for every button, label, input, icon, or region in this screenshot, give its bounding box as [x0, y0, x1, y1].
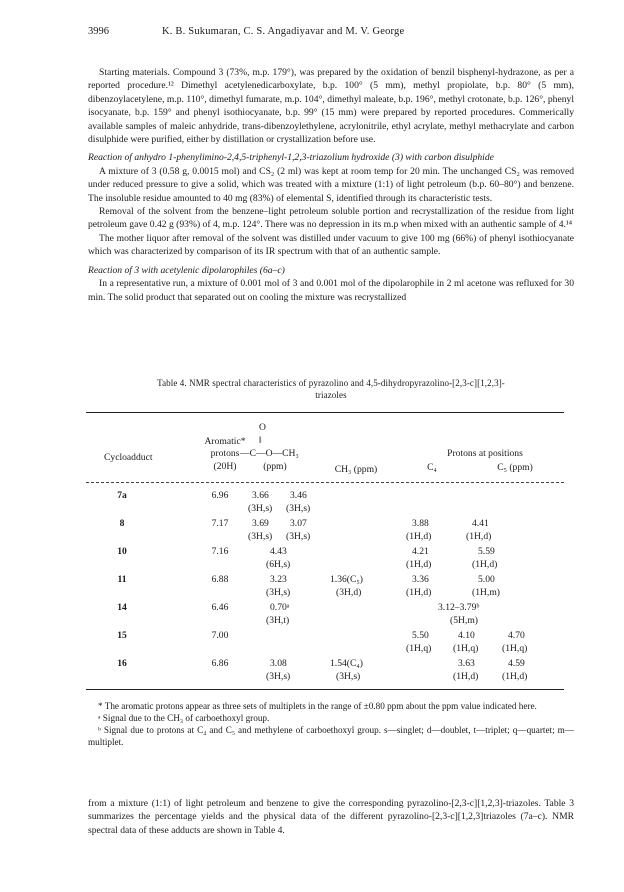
footnote-a: ᵃ Signal due to the CH₃ of carboethoxyl group.: [98, 713, 270, 723]
closing-text: [88, 797, 574, 837]
cell-c4-mult: (1H,d): [406, 559, 432, 570]
paragraph-representative-run: In a representative run, a mixture of 0.001 mol of 3 and 0.001 mol of the dipolarophile in 2 ml acetone was refluxed for 30 min. The solid product that separated out on cooling the mixture was recrystallized: [88, 278, 574, 303]
cell-c4: 4.21: [412, 546, 429, 557]
cell-ester-1: 4.43: [270, 546, 287, 557]
cell-ester-1: 3.66: [252, 490, 269, 501]
header-c5: C₅ (ppm): [497, 462, 533, 473]
cell-c4-mult: (1H,d): [406, 587, 432, 598]
cell-aromatic: 7.16: [211, 546, 229, 557]
cell-c5: 4.70: [508, 630, 525, 641]
header-ester-unit: (ppm): [263, 461, 287, 472]
cell-c4-mult: (1H,d): [406, 531, 432, 542]
header-c4: C₄: [427, 462, 437, 473]
paragraph-closing: from a mixture (1:1) of light petroleum and benzene to give the corresponding pyrazolino-[2,3-c][1,2,3]-triazoles. Table 3 summarizes the percentage yields and the physical data of the different pyrazolino-[2,3-c][1,2,3]triazoles (7a–c). NMR spectral data of these adducts are shown in Table 4.: [88, 798, 574, 836]
section-heading-acetylenic: Reaction of 3 with acetylenic dipolarophiles (6a–c): [88, 264, 285, 276]
table-bottom-rule: [86, 689, 564, 690]
cell-ch3-mult: (3H,s): [336, 671, 361, 682]
table-caption-line1: Table 4. NMR spectral characteristics of pyrazolino and 4,5-dihydropyrazolino-[2,3-c][1,2,3]-: [157, 378, 505, 388]
cell-aromatic: 6.86: [211, 658, 229, 669]
table-top-rule: [86, 412, 564, 413]
header-ester-formula: —C—O—CH₃: [240, 448, 299, 459]
cell-id: 14: [117, 602, 127, 613]
cell-ester-2-mult: (3H,s): [286, 531, 311, 542]
cell-aromatic: 6.88: [211, 574, 229, 585]
header-ester-bar: ‖: [259, 435, 262, 446]
footnote-aromatic: * The aromatic protons appear as three sets of multiplets in the range of ±0.80 ppm about the ppm value indicated here.: [98, 701, 537, 711]
cell-c4: 3.36: [412, 574, 429, 585]
cell-id: 16: [117, 658, 127, 669]
cell-c5-mult: (1H,d): [472, 559, 498, 570]
cell-ester-1-mult: (6H,s): [266, 559, 291, 570]
cell-c5: 4.59: [508, 658, 525, 669]
cell-c5-mult: (1H,m): [472, 587, 500, 598]
header-aromatic-1: Aromatic*: [204, 436, 246, 447]
cell-ch3: 1.54(C₄): [330, 658, 363, 669]
cell-c4-mult: (5H,m): [450, 615, 478, 626]
cell-c4b-mult: (1H,q): [453, 643, 479, 654]
cell-c5-mult: (1H,d): [502, 671, 528, 682]
cell-c4: 3.88: [412, 518, 429, 529]
cell-ch3: 1.36(C₅): [330, 574, 363, 585]
cell-ester-1-mult: (3H,s): [248, 531, 273, 542]
cell-c4: 3.63: [458, 658, 475, 669]
paragraph-mother-liquor: The mother liquor after removal of the solvent was distilled under vacuum to give 100 mg (66%) of phenyl isothiocyanate which was characterized by comparison of its IR spectrum with that of an authentic sample.: [88, 232, 574, 258]
header-cycloadduct: Cycloadduct: [104, 452, 153, 463]
header-ch3: CH₃ (ppm): [334, 464, 378, 475]
cell-ester-2: 3.07: [290, 518, 307, 529]
cell-aromatic: 6.46: [211, 602, 229, 613]
cell-ester-2: 3.46: [290, 490, 307, 501]
section-heading-cs2: Reaction of anhydro 1-phenylimino-2,4,5-triphenyl-1,2,3-triazolium hydroxide (3) with carbon disulphide: [88, 152, 494, 164]
cell-c4: 5.50: [412, 630, 429, 641]
cell-c5: 5.00: [478, 574, 495, 585]
table-caption-line2: triazoles: [315, 390, 347, 400]
header-protons-at: Protons at positions: [447, 448, 523, 459]
cell-c4b: 4.10: [458, 630, 475, 641]
table-footnotes: [88, 700, 574, 748]
cell-c4-mult: (1H,d): [453, 671, 479, 682]
author-line: K. B. Sukumaran, C. S. Angadiyavar and M. V. George: [162, 26, 405, 37]
cell-ester-1: 3.08: [270, 658, 287, 669]
cell-ester-1-mult: (3H,s): [266, 587, 291, 598]
table-caption: [100, 377, 562, 401]
cell-ester-1: 3.69: [252, 518, 269, 529]
cell-c5: 5.59: [478, 546, 495, 557]
table-header-rule: [86, 482, 564, 483]
cell-ch3-mult: (3H,d): [336, 587, 362, 598]
cell-id: 10: [117, 546, 127, 557]
cell-c5-mult: (1H,q): [502, 643, 528, 654]
cell-id: 7a: [117, 490, 127, 501]
cell-ester-2-mult: (3H,s): [286, 503, 311, 514]
cell-id: 11: [117, 574, 127, 585]
cell-aromatic: 6.96: [211, 490, 229, 501]
cell-c4-mult: (1H,q): [406, 643, 432, 654]
cell-aromatic: 7.00: [211, 630, 229, 641]
header-aromatic-2: protons: [210, 448, 240, 459]
cell-c5: 4.41: [472, 518, 489, 529]
cell-ester-1-mult: (3H,s): [266, 671, 291, 682]
cell-ester-1-mult: (3H,s): [248, 503, 273, 514]
cell-ester-1-mult: (3H,t): [266, 615, 290, 626]
page-number: 3996: [88, 26, 109, 37]
paragraph-cs2-procedure: A mixture of 3 (0.58 g, 0.0015 mol) and CS₂ (2 ml) was kept at room temp for 20 min. The unchanged CS₂ was removed under reduced pressure to give a solid, which was treated with a mixture (1:1) of light petroleum (b.p. 60–80°) and benzene. The insoluble residue amounted to 40 mg (83%) of elemental S, identified through its characteristic tests.: [88, 165, 574, 204]
cell-c4: 3.12–3.79ᵇ: [438, 602, 480, 613]
cell-ester-1: 3.23: [270, 574, 287, 585]
header-aromatic-3: (20H): [213, 461, 237, 472]
paragraph-removal-solvent: Removal of the solvent from the benzene–light petroleum soluble portion and recrystallization of the residue from light petroleum gave 0.42 g (93%) of 4, m.p. 124°. There was no depression in its m.p when mixed with an authentic sample of 4.¹⁴: [88, 206, 574, 231]
header-ester-o: O: [259, 422, 266, 433]
cell-id: 15: [117, 630, 127, 641]
cell-ester-1: 0.70ᵃ: [270, 602, 290, 613]
cell-c5-mult: (1H,d): [466, 531, 492, 542]
main-text: [88, 66, 574, 304]
cell-aromatic: 7.17: [211, 518, 229, 529]
cell-id: 8: [119, 518, 125, 529]
paragraph-starting-materials: Starting materials. Compound 3 (73%, m.p. 179°), was prepared by the oxidation of benzil bisphenyl-hydrazone, as per a reported procedure.¹² Dimethyl acetylenedicarboxylate, b.p. 100° (5 mm), methyl propiolate, b.p. 80° (5 mm), dibenzoylacetylene, m.p. 110°, dimethyl fumarate, m.p. 104°, dimethyl maleate, b.p. 196°, methyl crotonate, b.p. 126°, phenyl isocyanate, b.p. 159° and phenyl isothiocyanate, b.p. 99° (15 mm) were prepared by reported procedures. Commerically available samples of maleic anhydride, trans-dibenzoylethylene, acrylonitrile, ethyl acrylate, methyl methacrylate and carbon disulphide were purified, either by distillation or crystallization before use.: [88, 67, 574, 146]
footnote-b: ᵇ Signal due to protons at C₄ and C₅ and methylene of carboethoxyl group. s—singlet; d—doublet, t—triplet; q—quartet; m—multiplet.: [88, 725, 574, 747]
